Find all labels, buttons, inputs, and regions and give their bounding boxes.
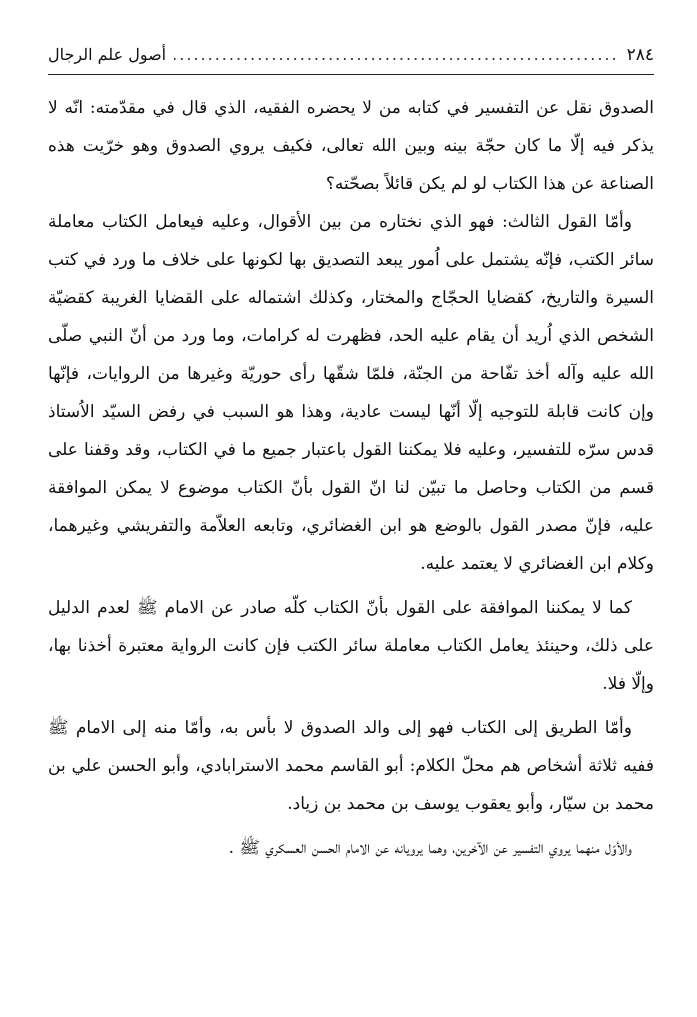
paragraph-3: كما لا يمكننا الموافقة على القول بأنّ الكتاب كلّه صادر عن الامام ﷺ لعدم الدليل على ذلك، وحينئذ يعامل الكتاب معاملة سائر الكتب فإن كانت الرواية معتبرة أخذنا بها، وإلّا فلا. — [48, 598, 654, 694]
book-page — [48, 40, 654, 990]
paragraph-1: الصدوق نقل عن التفسير في كتابه من لا يحضره الفقيه، الذي قال في مقدّمته: انّه لا يذكر فيه إلّا ما كان حجّة بينه وبين الله تعالى، فكيف يروي الصدوق وهو خرّيت هذه الصناعة عن هذا الكتاب لو لم يكن قائلاً بصحّته؟ — [48, 98, 654, 194]
header-rule — [48, 74, 654, 75]
running-header — [48, 40, 654, 70]
page-number: ٢٨٤ — [626, 45, 654, 65]
running-title: أصول علم الرجال — [48, 45, 167, 64]
leader-dots — [174, 40, 618, 70]
paragraph-4: وأمّا الطريق إلى الكتاب فهو إلى والد الصدوق لا بأس به، وأمّا منه إلى الامام ﷺ ففيه ثلاثة أشخاص هم محلّ الكلام: أبو القاسم محمد الاسترابادي، وأبو الحسن علي بن محمد بن سيّار، وأبو يعقوب يوسف بن محمد بن زياد. — [48, 718, 654, 814]
paragraph-2: وأمّا القول الثالث: فهو الذي نختاره من بين الأقوال، وعليه فيعامل الكتاب معاملة سائر الكتب، فإنّه يشتمل على اُمور يبعد التصديق بها لكونها على خلاف ما ورد في كتب السيرة والتاريخ، كقضايا الحجّاج والمختار، وكذلك اشتماله على القضايا الغريبة كقضيّة الشخص الذي اُريد أن يقام عليه الحد، فظهرت له كرامات، وما ورد من أنّ النبي صلّى الله عليه وآله أخذ تفّاحة من الجنّة، فلمّا شقّها رأى حوريّة وغيرها من الروايات، فإنّها وإن كانت قابلة للتوجيه إلّا أنّها ليست عادية، وهذا هو السبب في رفض السيّد الاُستاذ قدس سرّه للتفسير، وعليه فلا يمكننا القول باعتبار جميع ما في الكتاب، وقد وقفنا على قسم من الكتاب وحاصل ما تبيّن لنا انّ القول بأنّ الكتاب موضوع لا يمكن الموافقة عليه، فإنّ مصدر القول بالوضع هو ابن الغضائري، وتابعه العلاّمة والتفريشي وغيرهما، وكلام ابن الغضائري لا يعتمد عليه. — [48, 212, 654, 574]
paragraph-5: والأوّل منهما يروي التفسير عن الآخرين، وهما يرويانه عن الامام الحسن العسكري ﷺ . — [228, 838, 632, 858]
page-body — [48, 89, 654, 867]
